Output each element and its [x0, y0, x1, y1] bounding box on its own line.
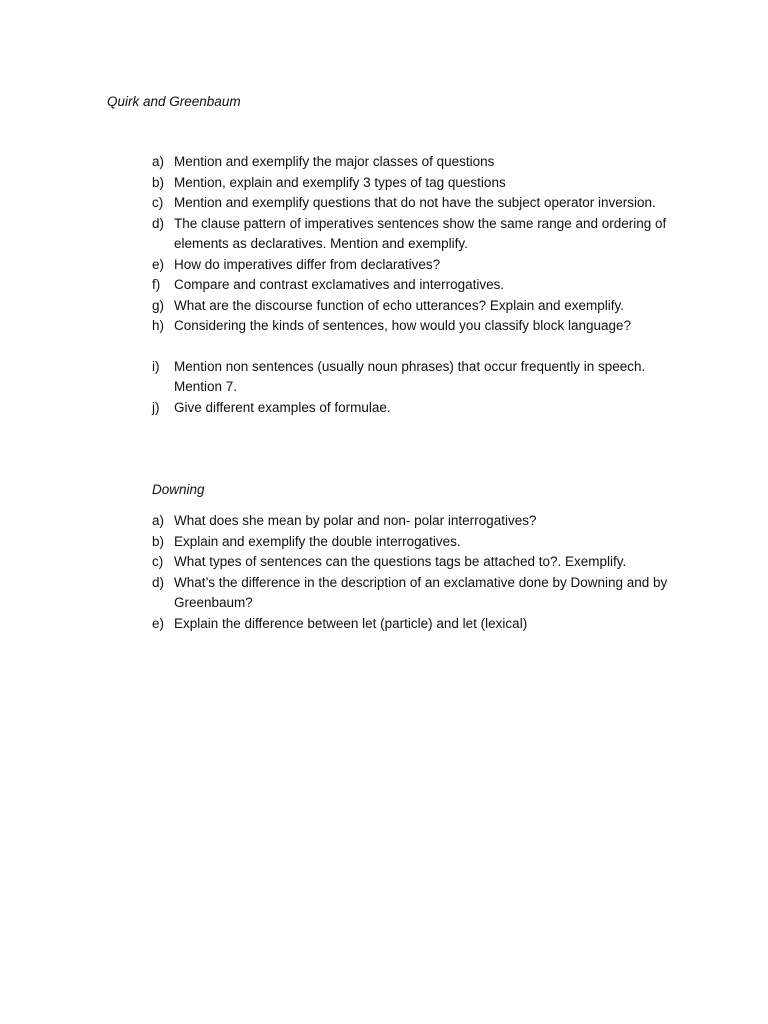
question-marker: a)	[152, 513, 165, 528]
question-text: Explain the difference between let (particle) and let (lexical)	[174, 615, 528, 631]
question-item	[152, 173, 672, 194]
question-item	[152, 511, 672, 532]
question-marker: f)	[152, 277, 161, 292]
question-item	[152, 552, 672, 573]
question-marker: d)	[152, 215, 165, 231]
question-marker: a)	[152, 154, 165, 169]
question-marker: j)	[152, 399, 160, 415]
question-item	[152, 614, 672, 635]
question-text: What are the discourse function of echo utterances? Explain and exemplify.	[174, 297, 625, 313]
question-text: Considering the kinds of sentences, how would you classify block language?	[174, 318, 632, 333]
section-heading-downing: Downing	[152, 482, 205, 497]
question-list-quirk-greenbaum	[152, 152, 672, 418]
question-text: The clause pattern of imperatives sentences show the same range and ordering of elements as declaratives. Mention and exemplify.	[174, 215, 667, 251]
question-text: Compare and contrast exclamatives and interrogatives.	[174, 277, 505, 292]
question-text: Mention and exemplify questions that do not have the subject operator inversion.	[174, 195, 656, 210]
question-marker: d)	[152, 574, 165, 590]
question-marker: c)	[152, 195, 164, 210]
question-text: How do imperatives differ from declaratives?	[174, 256, 441, 272]
question-text: What’s the difference in the description of an exclamative done by Downing and by Greenbaum?	[174, 574, 668, 610]
question-item	[152, 275, 672, 296]
question-text: Explain and exemplify the double interrogatives.	[174, 533, 461, 549]
question-marker: b)	[152, 174, 165, 190]
question-marker: e)	[152, 256, 165, 272]
section-heading-quirk-greenbaum: Quirk and Greenbaum	[107, 94, 241, 109]
question-item	[152, 532, 672, 553]
question-item	[152, 316, 672, 337]
question-item	[152, 255, 672, 276]
question-item	[152, 193, 672, 214]
question-list-downing	[152, 511, 672, 634]
question-text: Mention non sentences (usually noun phrases) that occur frequently in speech. Mention 7.	[174, 358, 646, 394]
question-text: Mention and exemplify the major classes of questions	[174, 154, 495, 169]
question-marker: c)	[152, 554, 164, 569]
question-item	[152, 398, 672, 419]
question-marker: g)	[152, 297, 165, 313]
question-item	[152, 152, 672, 173]
question-marker: i)	[152, 358, 160, 374]
question-text: What types of sentences can the questions tags be attached to?. Exemplify.	[174, 554, 627, 569]
question-marker: h)	[152, 318, 165, 333]
question-marker: e)	[152, 615, 165, 631]
question-item	[152, 296, 672, 317]
question-item	[152, 573, 672, 614]
question-text: Give different examples of formulae.	[174, 399, 391, 415]
question-marker: b)	[152, 533, 165, 549]
question-item	[152, 214, 672, 255]
question-text: Mention, explain and exemplify 3 types of tag questions	[174, 174, 506, 190]
question-item	[152, 357, 672, 398]
question-text: What does she mean by polar and non- polar interrogatives?	[174, 513, 537, 528]
